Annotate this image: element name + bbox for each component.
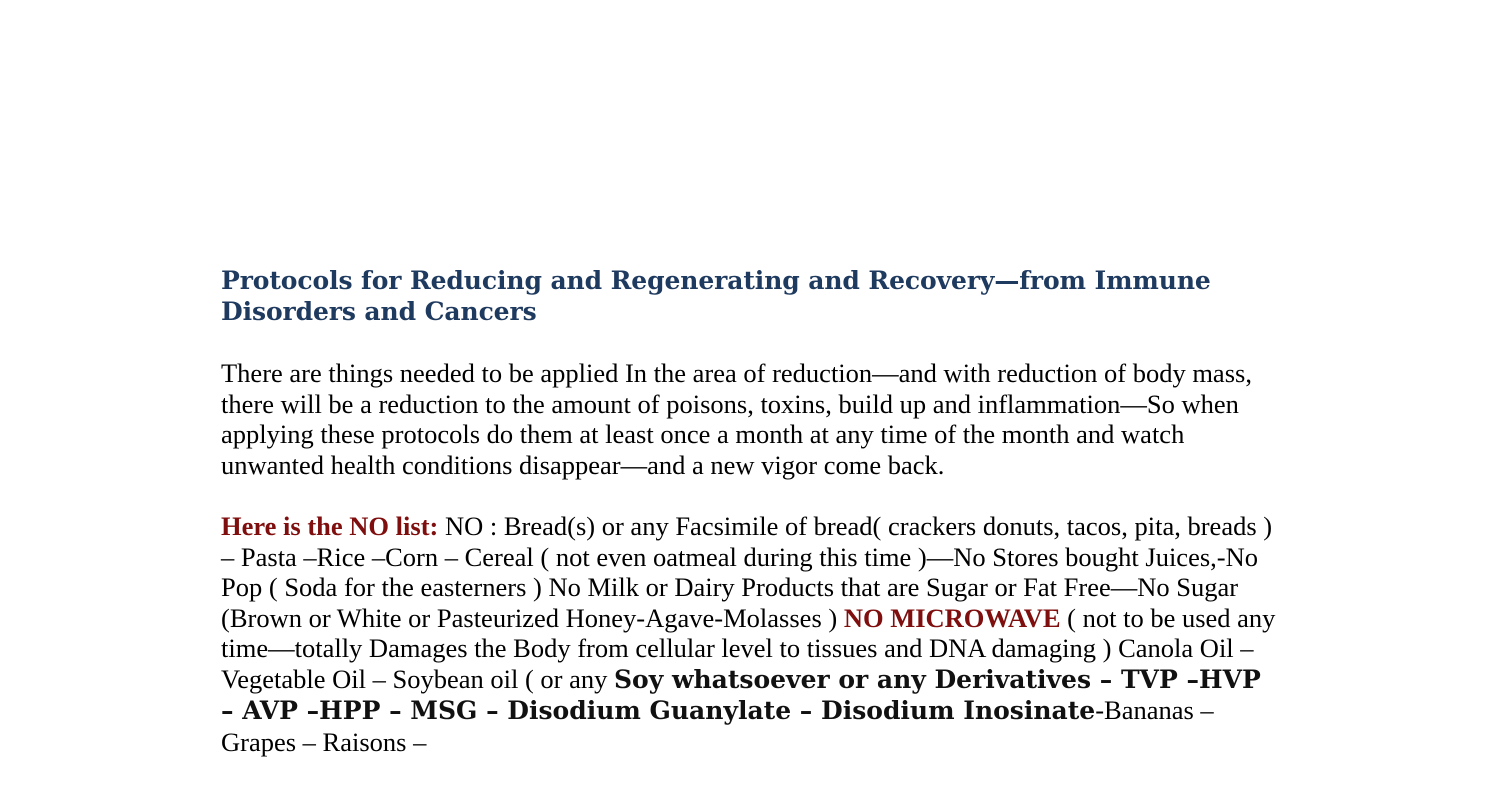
no-list-heading: Here is the NO list: [221, 511, 439, 541]
no-list-paragraph [221, 511, 1281, 757]
no-list-text-part-2: ( not to be used any time—totally Damages the Body from cellular level to tissues and DNA damaging ) Canola Oil – Vegetable Oil – Soybean oil ( or any [221, 602, 1276, 694]
no-microwave-warning: NO MICROWAVE [843, 602, 1061, 633]
intro-paragraph: There are things needed to be applied In the area of reduction—and with reduction of body mass, there will be a reduction to the amount of poisons, toxins, build up and inflammation—So when applying these protocols do them at least once a month at any time of the month and watch unwanted health conditions disappear—and a new vigor come back. [221, 358, 1252, 480]
no-list-text-part-3: -Bananas – Grapes – Raisons – [221, 695, 1214, 757]
soy-derivatives-list: Soy whatsoever or any Derivatives – TVP –HVP – AVP –HPP – MSG – Disodium Guanylate – Disodium Inosinate [221, 664, 1261, 725]
document-title: Protocols for Reducing and Regenerating and Recovery—from Immune Disorders and Cancers [221, 266, 1211, 326]
no-list-text-part-1: NO : Bread(s) or any Facsimile of bread( crackers donuts, tacos, pita, breads ) – Pasta –Rice –Corn – Cereal ( not even oatmeal during this time )—No Stores bought Juices,-No Pop ( Soda for the easterners ) No Milk or Dairy Products that are Sugar or Fat Free—No Sugar (Brown or White or Pasteurized Honey-Agave-Molasses ) [221, 511, 1273, 633]
document-body [221, 266, 1281, 757]
